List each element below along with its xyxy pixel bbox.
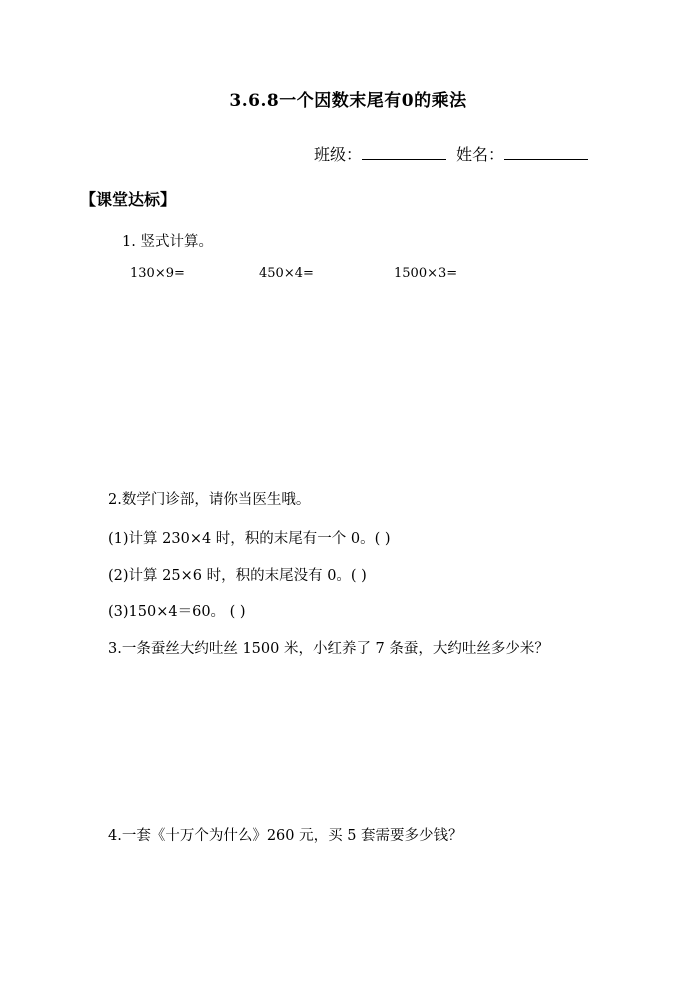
section-heading: 【课堂达标】 <box>80 190 177 209</box>
question-1-prompt: 1. 竖式计算。 <box>122 234 213 250</box>
question-2-prompt: 2.数学门诊部，请你当医生哦。 <box>108 492 311 508</box>
name-label: 姓名： <box>456 145 505 164</box>
class-blank <box>362 143 446 160</box>
worksheet-title: 3.6.8一个因数末尾有0的乘法 <box>229 91 467 111</box>
calc-item-2: 450×4= <box>259 266 314 281</box>
question-2-item-3: (3)150×4＝60。 ( ) <box>108 604 246 620</box>
calc-item-3: 1500×3= <box>394 266 458 281</box>
question-2-item-1: (1)计算 230×4 时，积的末尾有一个 0。( ) <box>108 531 391 547</box>
name-blank <box>504 143 588 160</box>
question-4-prompt: 4.一套《十万个为什么》260 元，买 5 套需要多少钱？ <box>108 828 463 844</box>
question-2-item-2: (2)计算 25×6 时，积的末尾没有 0。( ) <box>108 568 367 584</box>
question-3-prompt: 3.一条蚕丝大约吐丝 1500 米，小红养了 7 条蚕，大约吐丝多少米？ <box>108 641 549 657</box>
calc-item-1: 130×9= <box>130 266 185 281</box>
class-label: 班级： <box>314 145 363 164</box>
student-info <box>314 142 588 165</box>
